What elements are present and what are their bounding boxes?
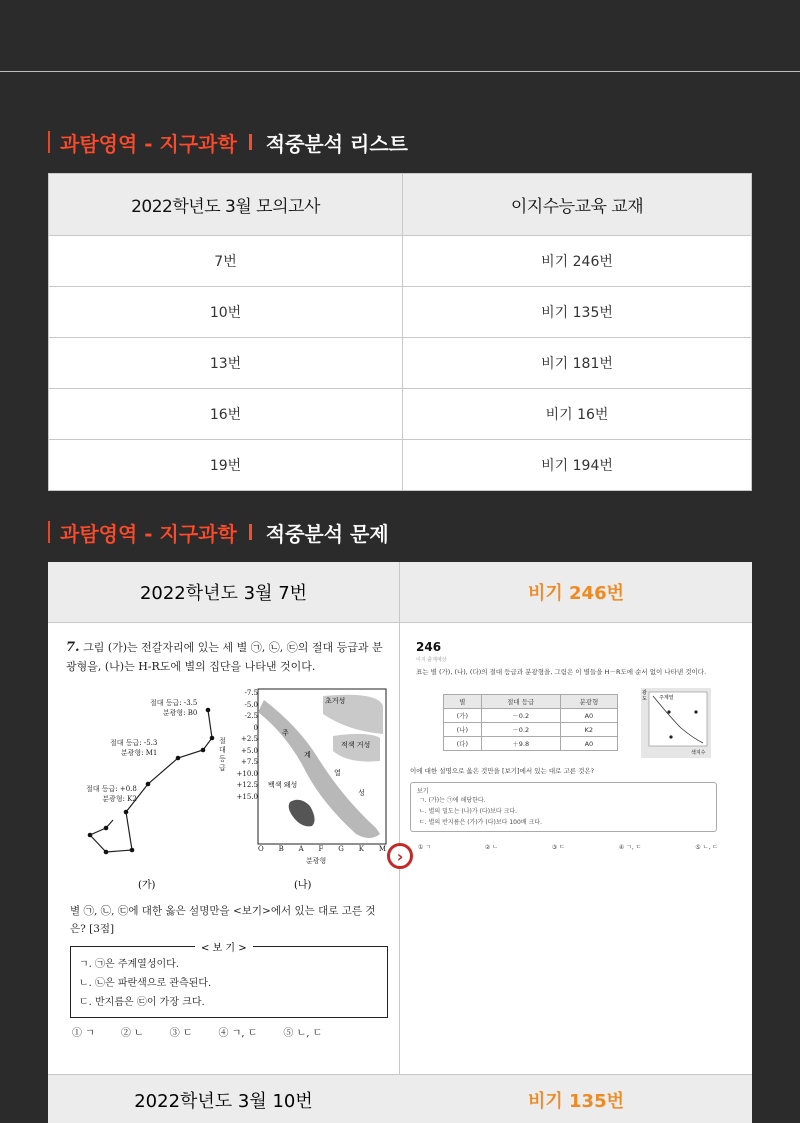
question-number: 7. (66, 640, 80, 655)
choice: ② ㄴ (120, 1028, 144, 1039)
book-header-text: 비기 246번 (527, 583, 624, 604)
mini-label: 주계열 (659, 695, 674, 701)
question-prompt: 별 ㉠, ㉡, ㉢에 대한 옳은 설명만을 <보기>에서 있는 대로 고른 것은? [3점] (70, 905, 376, 935)
book-question (416, 640, 721, 676)
hr-x-axis: O B A F G K M (258, 845, 386, 853)
problem2-book-header: 비기 135번 (527, 1090, 624, 1112)
hr-group-label: 계 (304, 751, 311, 759)
caption-na: (나) (294, 880, 312, 891)
section-title-list (48, 129, 408, 155)
col-header-exam: 2022학년도 3월 모의고사 (49, 174, 403, 236)
bogi-item: ㄱ. ㉠은 주계열성이다. (79, 959, 179, 970)
book-cell: 비기 135번 (403, 287, 752, 338)
star-label-a: 절대 등급: -3.5 분광형: B0 (150, 699, 198, 717)
hr-group-label: 열 (334, 769, 341, 777)
choice: ⑤ ㄴ, ㄷ (283, 1028, 323, 1039)
table-row (49, 440, 752, 491)
book-td: －0.2 (481, 723, 560, 737)
book-cell: 비기 194번 (403, 440, 752, 491)
table-row (49, 338, 752, 389)
book-bogi-item: ㄴ. 별의 밀도는 (나)가 (다)보다 크다. (419, 808, 518, 815)
book-choices (418, 842, 718, 851)
book-td: A0 (560, 709, 617, 723)
book-mini-hr (641, 688, 711, 758)
book-choice: ④ ㄱ, ㄷ (618, 844, 642, 851)
section-title-problems (48, 519, 389, 545)
hr-group-label: 적색 거성 (341, 741, 371, 749)
book-th: 절대 등급 (481, 695, 560, 709)
book-td: (다) (444, 737, 482, 751)
star-label-b: 절대 등급: -5.3 분광형: M1 (110, 739, 158, 757)
star-label-c: 절대 등급: +0.8 분광형: K2 (86, 785, 137, 803)
book-bogi-items (419, 795, 542, 828)
book-bogi-title: 보기 (417, 788, 429, 795)
exam-question (66, 638, 386, 676)
exam-cell: 10번 (49, 287, 403, 338)
table-header-row (49, 174, 752, 236)
hit-analysis-table (48, 173, 752, 491)
title-separator (249, 134, 252, 150)
book-choice: ③ ㄷ (551, 844, 565, 851)
bogi-items (79, 955, 211, 1012)
book-td: (가) (444, 709, 482, 723)
col-header-book: 이지수능교육 교재 (403, 174, 752, 236)
choice: ④ ㄱ, ㄷ (218, 1028, 258, 1039)
mini-label: 색지수 (691, 750, 706, 756)
mini-label: 광도 (642, 690, 647, 702)
problem2-header-row (48, 1074, 752, 1123)
exam-cell: 7번 (49, 236, 403, 287)
book-td: A0 (560, 737, 617, 751)
problem2-exam-header: 2022학년도 3월 10번 (134, 1090, 313, 1112)
title-separator (249, 524, 252, 540)
problem-book-header (400, 562, 752, 623)
section-subject: 과탐영역 - 지구과학 (60, 521, 237, 546)
book-prompt: 이에 대한 설명으로 옳은 것만을 [보기]에서 있는 대로 고른 것은? (410, 767, 595, 775)
question-text (66, 638, 386, 676)
book-choice: ② ㄴ (484, 844, 499, 851)
answer-choices (72, 1024, 372, 1039)
book-td: (나) (444, 723, 482, 737)
book-cell: 비기 16번 (403, 389, 752, 440)
bogi-item: ㄴ. ㉡은 파란색으로 관측된다. (79, 978, 212, 989)
book-td: K2 (560, 723, 617, 737)
bogi-title: < 보 기 > (195, 939, 253, 954)
title-bar (48, 521, 50, 543)
book-cell: 비기 246번 (403, 236, 752, 287)
bogi-item: ㄷ. 반지름은 ㉢이 가장 크다. (79, 997, 205, 1008)
exam-cell: 13번 (49, 338, 403, 389)
exam-cell: 16번 (49, 389, 403, 440)
hr-group-label: 초거성 (325, 697, 346, 705)
book-bogi-item: ㄷ. 별의 반지름은 (가)가 (다)보다 100배 크다. (419, 819, 543, 826)
question-body: 그림 (가)는 전갈자리에 있는 세 별 ㉠, ㉡, ㉢의 절대 등급과 분광형을, (나)는 H-R도에 별의 집단을 나타낸 것이다. (66, 641, 383, 673)
section-subject: 과탐영역 - 지구과학 (60, 131, 237, 156)
hr-y-label: 절대등급 (219, 737, 226, 772)
choice: ③ ㄷ (169, 1028, 193, 1039)
book-bogi-item: ㄱ. (가)는 ㉠에 해당한다. (419, 797, 486, 804)
hr-x-label: 분광형 (306, 857, 327, 865)
section-label: 적중분석 리스트 (265, 131, 408, 156)
book-cell: 비기 181번 (403, 338, 752, 389)
book-text: 표는 별 (가), (나), (다)의 절대 등급과 분광형을, 그림은 이 별들을 H－R도에 순서 없이 나타낸 것이다. (416, 668, 707, 676)
problem-comparison: 2022학년도 3월 7번 비기 246번 7. 그림 (가)는 전갈자리에 있는 세 별 ㉠, ㉡, ㉢의 절대 등급과 분광형을, (나)는 H-R도에 별의 집단을 나타낸 것이다. 절대 등급: -3.5 분광형: B0 절대 등급: -5.3 분광형: M1 절대 등급: +0.8 분광형: K2 -7.5 -5.0 -2.5 0 +2.5 +5.0 +7.5 +10.0 +12.5 +15.0 절대등급 O B A F G K M 분광형 초거성 적색 거성 주 계 열 성 백색 왜성 (가) (나) 별 ㉠, ㉡, ㉢에 대한 옳은 설명만을 <보기>에서 있는 대로 고른 것은? [3점] < 보 기 > ㄱ. ㉠은 주계열성이다. ㄴ. ㉡은 파란색으로 관측된다. ㄷ. 반지름은 ㉢이 가장 크다. ① ㄱ ② ㄴ ③ ㄷ ④ ㄱ, ㄷ ⑤ ㄴ, ㄷ › 246 이지 출제예상 표는 별 (가), (나), (다)의 절대 등급과 분광형을, 그림은 이 별들을 H－R도에 순서 없이 나타낸 것이다. 별 절대 등급 분광형 (가) －0.2 A0 (나) －0.2 K2 (다) ＋9.8 A0 광도 주계열 색지수 이에 대한 설명으로 옳은 것만을 [보기]에서 있는 대로 고른 것은? 보기 ㄱ. (가)는 ㉠에 해당한다. ㄴ. 별의 밀도는 (나)가 (다)보다 크다. ㄷ. 별의 반지름은 (가)가 (다)보다 100배 크다. ① ㄱ ② ㄴ ③ ㄷ ④ ㄱ, ㄷ ⑤ ㄴ, ㄷ 2022학년도 3월 10번 비기 135번 (48, 562, 752, 1123)
next-arrow-icon[interactable]: › (387, 843, 413, 869)
choice: ① ㄱ (72, 1028, 95, 1039)
exam-header-text: 2022학년도 3월 7번 (139, 583, 308, 604)
hr-group-label: 주 (282, 729, 289, 737)
exam-cell: 19번 (49, 440, 403, 491)
caption-ga: (가) (138, 880, 156, 891)
book-td: ＋9.8 (481, 737, 560, 751)
book-th: 분광형 (560, 695, 617, 709)
problem-exam-header (48, 562, 399, 623)
book-choice: ⑤ ㄴ, ㄷ (695, 844, 718, 851)
book-number: 246 (416, 640, 442, 654)
book-table (443, 694, 618, 751)
top-divider (0, 71, 800, 72)
table-row (49, 287, 752, 338)
book-td: －0.2 (481, 709, 560, 723)
table-row (49, 389, 752, 440)
title-bar (48, 131, 50, 153)
hr-group-label: 성 (358, 789, 365, 797)
book-th: 별 (444, 695, 482, 709)
book-bogi-box (410, 782, 717, 832)
bogi-box (70, 943, 388, 1018)
book-sub: 이지 출제예상 (416, 657, 447, 663)
hr-group-label: 백색 왜성 (268, 781, 298, 789)
table-row (49, 236, 752, 287)
book-choice: ① ㄱ (418, 844, 432, 851)
section-label: 적중분석 문제 (265, 521, 389, 546)
